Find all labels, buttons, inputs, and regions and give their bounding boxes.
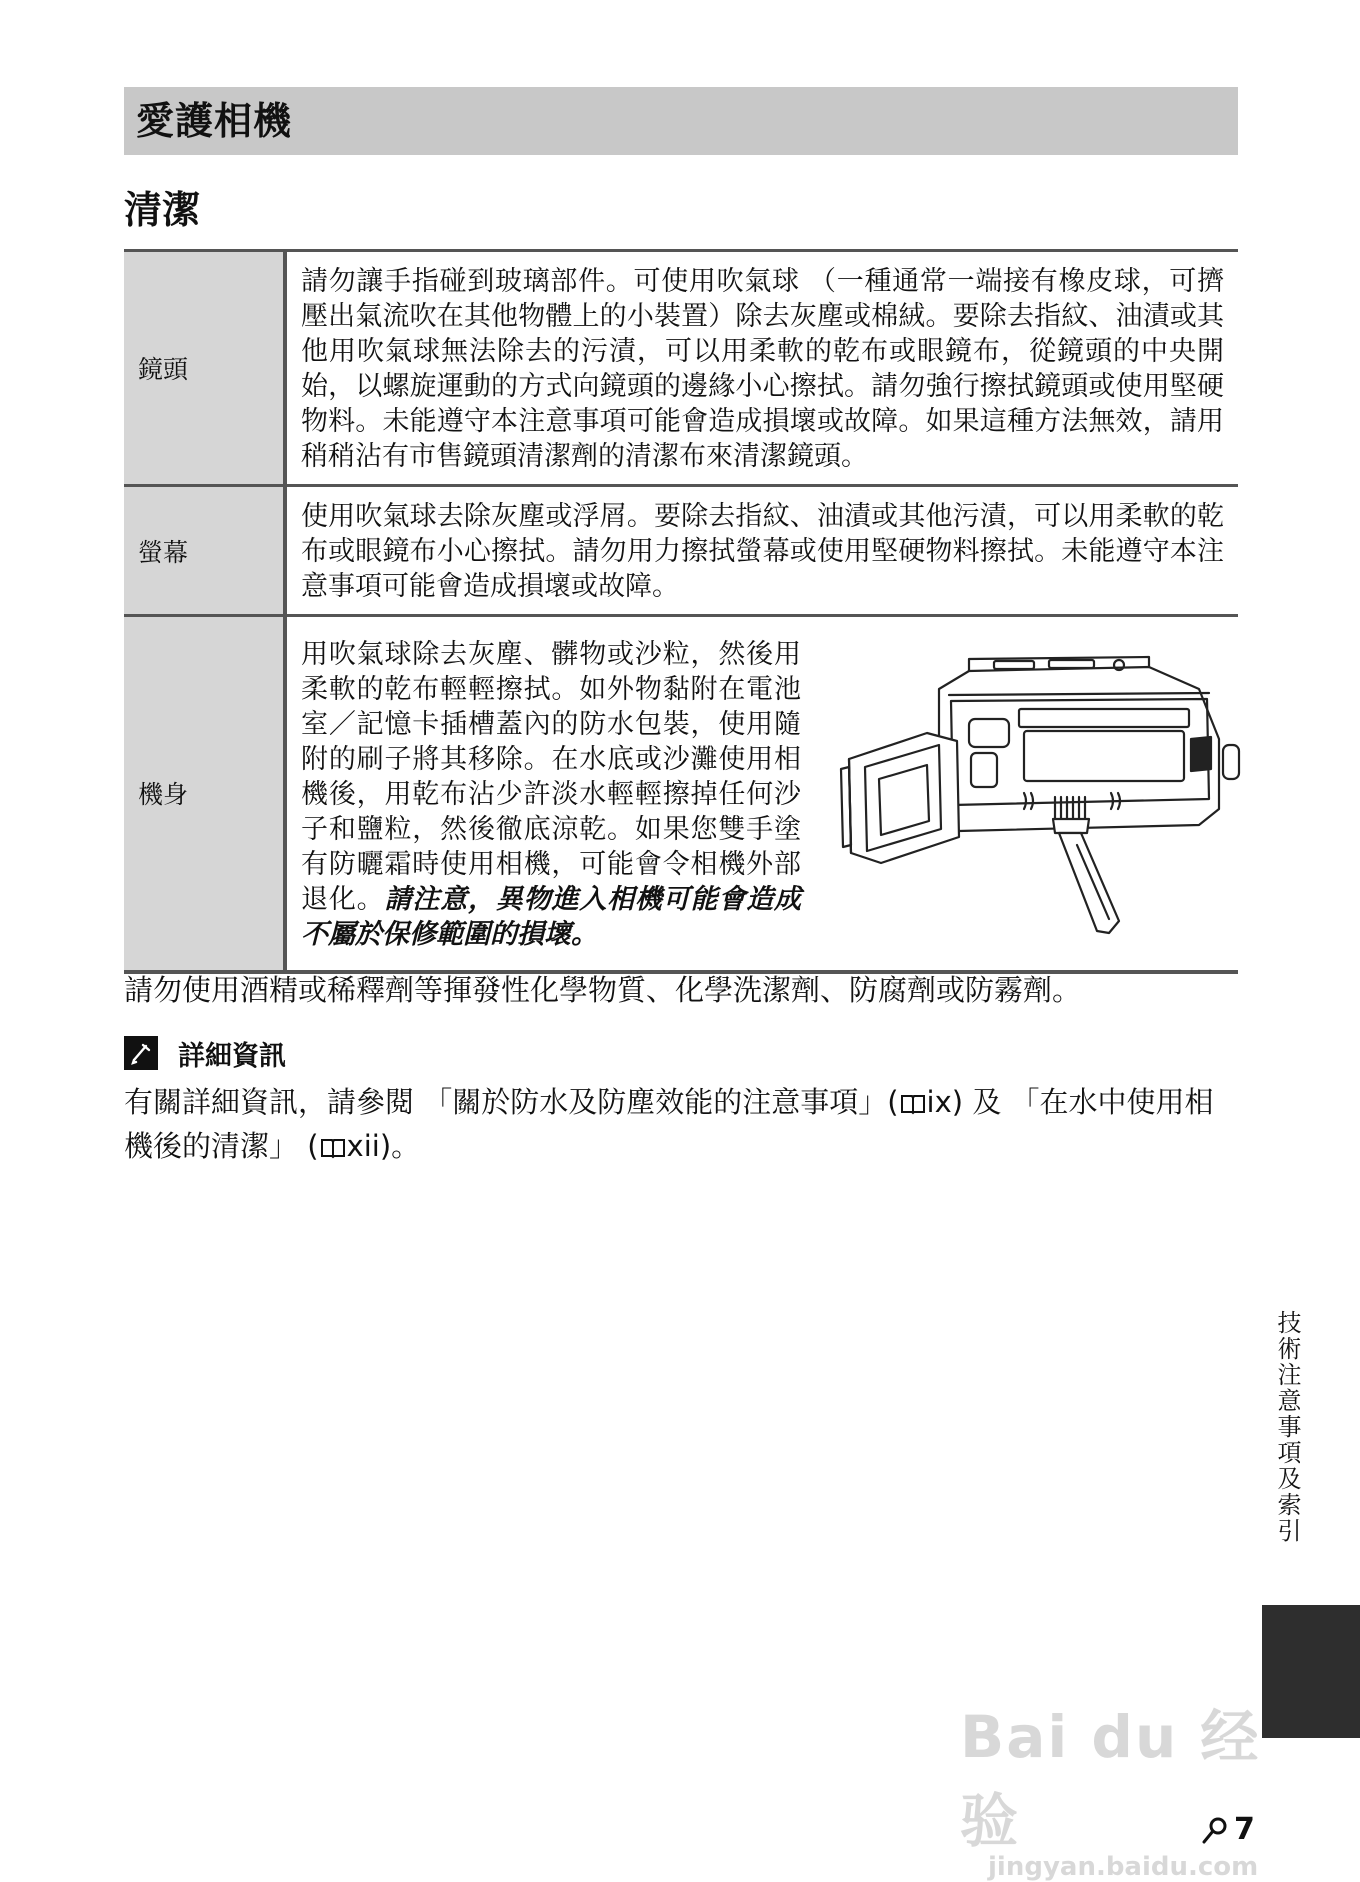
more-info-text-part1: 有關詳細資訊，請參閱 「關於防水及防塵效能的注意事項」( bbox=[124, 1085, 899, 1119]
chapter-title: 愛護相機 bbox=[136, 99, 293, 143]
page-ref-xii[interactable]: xii bbox=[346, 1129, 380, 1163]
row-text-body bbox=[301, 637, 801, 952]
more-info-heading bbox=[124, 1033, 286, 1073]
row-label-monitor: 螢幕 bbox=[124, 486, 285, 616]
watermark-url: jingyan.baidu.com bbox=[988, 1852, 1259, 1882]
more-info-label: 詳細資訊 bbox=[178, 1040, 286, 1072]
page-number bbox=[1200, 1812, 1255, 1847]
more-info-text-part2: ) 及 「在水中使用相機後的清潔」 ( bbox=[124, 1085, 1214, 1163]
camera-cleaning-illustration bbox=[819, 649, 1247, 939]
chapter-title-bar bbox=[124, 87, 1238, 155]
table-row-body bbox=[124, 616, 1238, 972]
watermark-logo: Bai du 经验 bbox=[960, 1703, 1261, 1855]
row-label-body: 機身 bbox=[124, 616, 285, 972]
page-ref-ix[interactable]: ix bbox=[926, 1085, 952, 1119]
table-row-monitor bbox=[124, 486, 1238, 616]
row-label-lens: 鏡頭 bbox=[124, 251, 285, 486]
more-info-text bbox=[124, 1080, 1238, 1168]
side-tab-label: 技術注意事項及索引 bbox=[1273, 1310, 1301, 1544]
row-text-lens: 請勿讓手指碰到玻璃部件。可使用吹氣球 （一種通常一端接有橡皮球，可擠壓出氣流吹在其他物體上的小裝置）除去灰塵或棉絨。要除去指紋、油漬或其他用吹氣球無法除去的污漬，可以用柔軟的乾布或眼鏡布，從鏡頭的中央開始，以螺旋運動的方式向鏡頭的邊緣小心擦拭。請勿強行擦拭鏡頭或使用堅硬物料。未能遵守本注意事項可能會造成損壞或故障。如果這種方法無效，請用稍稍沾有市售鏡頭清潔劑的清潔布來清潔鏡頭。 bbox=[301, 266, 1224, 472]
page-number-value: 7 bbox=[1234, 1812, 1255, 1847]
reference-section-icon bbox=[1200, 1814, 1232, 1846]
book-icon bbox=[320, 1137, 346, 1159]
section-title: 清潔 bbox=[124, 188, 201, 232]
row-text-monitor: 使用吹氣球去除灰塵或浮屑。要除去指紋、油漬或其他污漬，可以用柔軟的乾布或眼鏡布小心擦拭。請勿用力擦拭螢幕或使用堅硬物料擦拭。未能遵守本注意事項可能會造成損壞或故障。 bbox=[301, 501, 1224, 602]
row-body-content bbox=[285, 616, 1238, 972]
warranty-warning: 請注意，異物進入相機可能會造成不屬於保修範圍的損壞。 bbox=[301, 883, 802, 950]
solvent-warning: 請勿使用酒精或稀釋劑等揮發性化學物質、化學洗潔劑、防腐劑或防霧劑。 bbox=[124, 973, 1082, 1007]
body-care-text: 用吹氣球除去灰塵、髒物或沙粒，然後用柔軟的乾布輕輕擦拭。如外物黏附在電池室／記憶卡插槽蓋內的防水包裝，使用隨附的刷子將其移除。在水底或沙灘使用相機後，用乾布沾少許淡水輕輕擦掉任何沙子和鹽粒，然後徹底涼乾。如果您雙手塗有防曬霜時使用相機，可能會令相機外部退化。 bbox=[301, 638, 801, 915]
book-icon bbox=[900, 1093, 926, 1115]
cleaning-table bbox=[124, 249, 1238, 974]
table-row-lens bbox=[124, 251, 1238, 486]
baidu-watermark bbox=[960, 1690, 1280, 1882]
pencil-icon bbox=[124, 1036, 158, 1070]
more-info-text-part3: )。 bbox=[379, 1129, 421, 1163]
